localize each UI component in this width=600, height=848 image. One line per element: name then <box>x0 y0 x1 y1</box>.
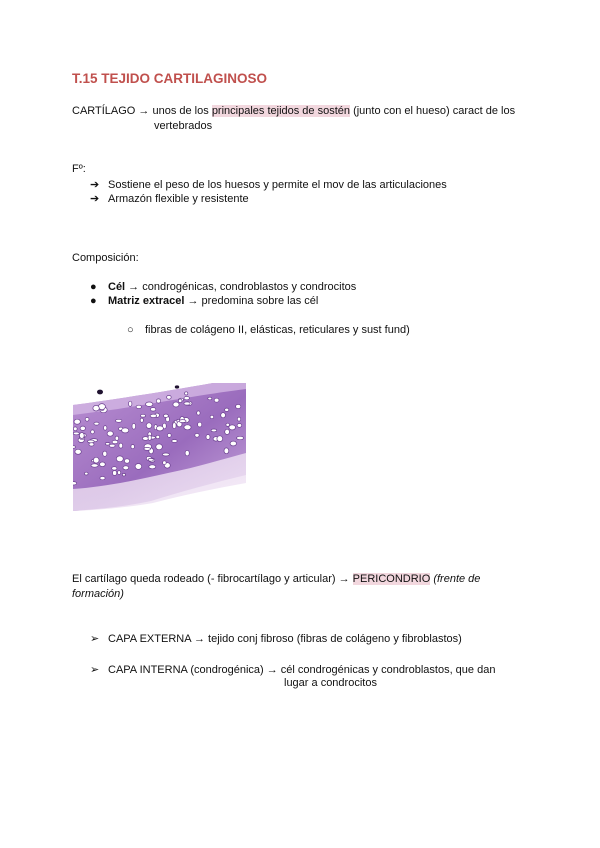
intro-highlight: principales tejidos de sostén <box>211 105 351 117</box>
lacuna <box>150 414 157 417</box>
lacuna <box>184 396 189 399</box>
lacuna <box>156 435 160 438</box>
perichondrium-line-1 <box>72 573 480 585</box>
function-item-text: Sostiene el peso de los huesos y permite el mov de las articulaciones <box>108 179 447 191</box>
lacuna <box>116 456 123 462</box>
lacuna <box>167 395 172 399</box>
lacuna <box>75 449 81 454</box>
intro-tail: (junto con el hueso) caract de los <box>350 105 516 117</box>
arrowhead-icon: ➢ <box>90 633 100 645</box>
intro-line-1 <box>72 105 515 117</box>
lacuna <box>221 413 226 418</box>
lacuna <box>164 414 169 417</box>
page-title: T.15 TEJIDO CARTILAGINOSO <box>72 71 268 86</box>
lacuna <box>156 426 163 431</box>
composition-subitem <box>127 324 410 336</box>
layer-outer-text: CAPA EXTERNA → tejido conj fibroso (fibras de colágeno y fibroblastos) <box>108 633 462 645</box>
lacuna <box>156 444 163 450</box>
layer-inner <box>90 663 495 676</box>
lacuna <box>184 425 191 430</box>
composition-item-cel <box>90 281 356 293</box>
lacuna <box>162 453 169 456</box>
lacuna <box>173 423 177 429</box>
lacuna <box>146 423 152 429</box>
lacuna <box>118 471 121 475</box>
matrix-desc: → predomina sobre las cél <box>184 295 319 307</box>
lacuna <box>73 432 79 435</box>
lacuna <box>237 436 244 439</box>
lacuna <box>197 411 200 415</box>
lacuna <box>185 450 189 455</box>
lacuna <box>211 429 217 432</box>
lacuna <box>148 458 153 461</box>
lacuna <box>185 392 188 395</box>
arrow-icon: ➔ <box>90 193 100 205</box>
intro-lead: CARTÍLAGO → unos de los <box>72 105 212 117</box>
lacuna <box>150 408 155 412</box>
lacuna <box>208 397 212 400</box>
lacuna <box>109 444 115 447</box>
lacuna <box>141 414 146 417</box>
lacuna <box>225 408 229 411</box>
function-item-text: Armazón flexible y resistente <box>108 193 249 205</box>
matrix-term: Matriz extracel <box>108 295 185 307</box>
lacuna <box>88 440 95 443</box>
matrix-sub-text: fibras de colágeno II, elásticas, reticulares y sust fund) <box>145 324 410 336</box>
cel-desc: → condrogénicas, condroblastos y condrocitos <box>125 281 357 293</box>
function-item <box>90 192 249 205</box>
lacuna <box>229 425 236 430</box>
lacuna <box>100 476 105 479</box>
lacuna <box>116 419 122 422</box>
lacuna <box>105 443 110 446</box>
perichondrium-note-line-2: formación) <box>72 588 124 600</box>
lacuna <box>129 401 132 406</box>
lacuna <box>224 448 229 454</box>
perichondrium-lead: El cartílago queda rodeado (- fibrocartílago y articular) → <box>72 573 353 585</box>
lacuna <box>184 402 190 405</box>
layer-outer <box>90 632 462 645</box>
lacuna <box>122 428 129 433</box>
perichondrium-highlight: PERICONDRIO <box>352 573 431 585</box>
lacuna <box>135 464 142 470</box>
arrow-icon: ➔ <box>90 179 100 191</box>
lacuna <box>123 466 129 470</box>
lacuna <box>236 404 241 408</box>
lacuna <box>79 433 84 439</box>
bullet-icon: ● <box>90 281 97 293</box>
layer-inner-line-2: lugar a condrocitos <box>284 677 377 689</box>
lacuna <box>93 457 99 463</box>
lacuna <box>237 417 240 421</box>
lacuna <box>112 467 117 470</box>
lacuna <box>91 430 95 434</box>
lacuna <box>148 435 151 440</box>
lacuna <box>107 431 113 436</box>
intro-line-2: vertebrados <box>154 120 213 132</box>
lacuna <box>73 482 77 485</box>
lacuna <box>167 433 171 437</box>
arrowhead-icon: ➢ <box>90 664 100 676</box>
lacuna <box>94 422 99 425</box>
lacuna <box>112 440 118 443</box>
perichondrium-note: (frente de <box>433 573 481 585</box>
function-item <box>90 178 447 191</box>
lacuna <box>225 429 230 434</box>
bullet-icon: ● <box>90 295 97 307</box>
lacuna <box>172 440 177 443</box>
lacuna <box>237 424 242 428</box>
lacuna <box>115 436 119 440</box>
lacuna <box>146 402 153 406</box>
lacuna <box>80 426 85 430</box>
lacuna <box>149 465 156 469</box>
function-label: Fº: <box>72 163 86 175</box>
lacuna <box>131 445 135 449</box>
lacuna <box>163 461 167 465</box>
lacuna <box>136 405 141 408</box>
lacuna <box>132 423 136 429</box>
lacuna <box>104 426 107 431</box>
layer-inner-text: CAPA INTERNA (condrogénica) → cél condrogénicas y condroblastos, que dan <box>108 664 496 676</box>
circle-bullet-icon: ○ <box>127 324 134 336</box>
lacuna <box>206 435 210 440</box>
lacuna <box>122 473 125 476</box>
lacuna <box>124 459 129 463</box>
lacuna <box>178 399 182 403</box>
lacuna <box>103 451 107 456</box>
lacuna <box>85 417 89 421</box>
lacuna <box>198 422 202 427</box>
lacuna <box>73 427 77 431</box>
lacuna <box>85 472 89 475</box>
lacuna <box>156 399 160 403</box>
lacuna <box>144 448 151 451</box>
lacuna <box>89 443 94 446</box>
lacuna <box>230 441 236 446</box>
lacuna <box>195 433 199 437</box>
lacuna <box>73 446 76 449</box>
lacuna <box>119 443 123 448</box>
lacuna <box>74 419 80 424</box>
lacuna <box>142 437 148 441</box>
cel-term: Cél <box>108 281 126 293</box>
lacuna <box>91 464 98 467</box>
lacuna <box>214 398 219 402</box>
lacuna <box>93 405 99 411</box>
composition-label: Composición: <box>72 252 139 264</box>
lacuna <box>140 418 143 422</box>
lacuna <box>100 462 106 467</box>
lacuna <box>210 415 214 418</box>
cartilage-micrograph <box>73 383 246 511</box>
lacuna <box>113 471 117 476</box>
composition-item-matrix <box>90 295 318 307</box>
cartilage-micrograph-image <box>73 383 246 511</box>
lacuna <box>179 420 186 423</box>
lacuna <box>217 436 223 442</box>
lacuna <box>173 402 179 407</box>
